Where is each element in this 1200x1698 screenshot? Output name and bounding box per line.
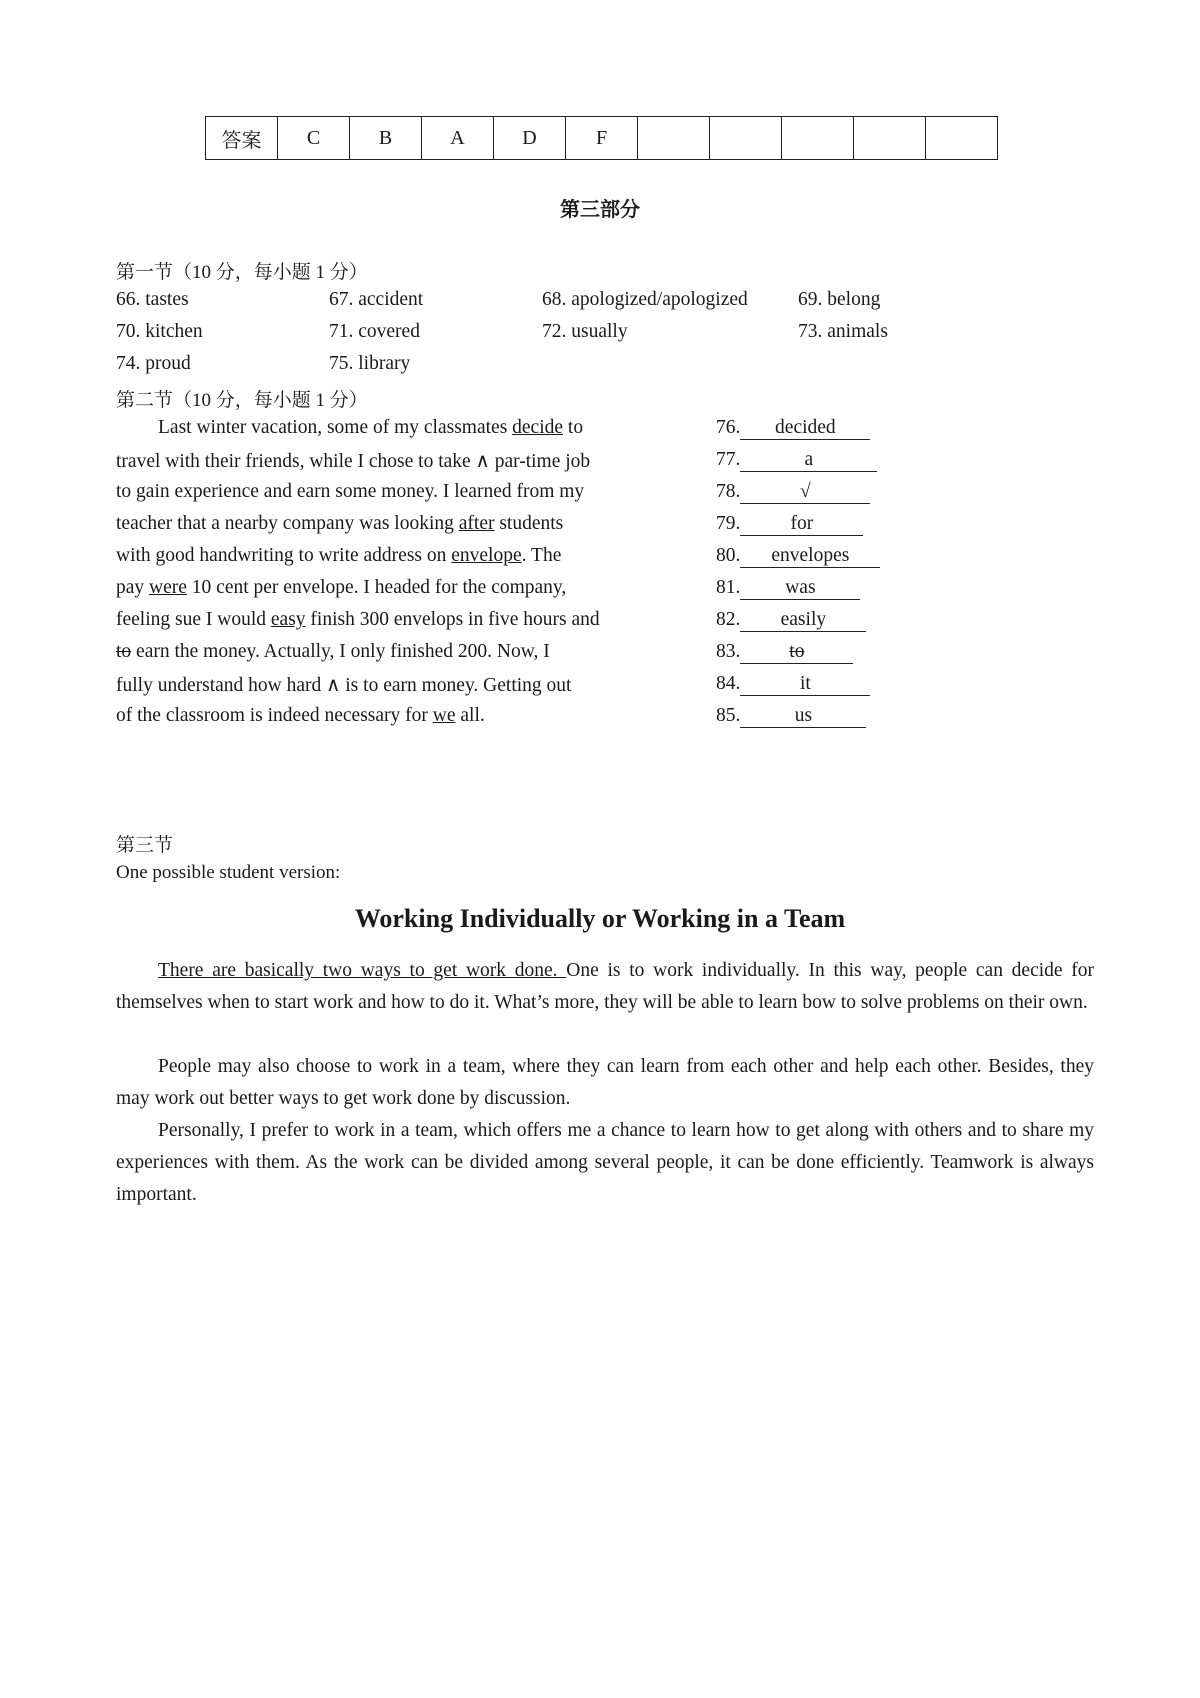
passage-text: teacher that a nearby company was looking [116,513,459,534]
section3-subheading: One possible student version: [116,862,341,883]
section2-heading: 第二节（10 分，每小题 1 分） [116,390,368,411]
essay-paragraph [116,955,1094,1019]
passage-text: Last winter vacation, some of my classmates [158,417,513,438]
correction-answer: a [740,449,877,472]
answer-cell [710,117,782,160]
correction-answer: it [740,673,870,696]
passage-line [116,705,485,727]
error-word: after [458,513,495,534]
correction-answer: √ [740,481,870,504]
passage-line [116,545,561,567]
correction-number: 80. [716,545,741,566]
correction-answer: for [740,513,863,536]
passage-text: earn the money. Actually, I only finished 200. Now, I [131,641,550,662]
correction-item [716,705,866,728]
answer-cell [926,117,998,160]
passage-text: finish 300 envelops in five hours and [305,609,600,630]
correction-answer: to [740,641,853,664]
answer-cell: A [422,117,494,160]
essay-title: Working Individually or Working in a Team [354,904,846,933]
error-word: were [149,577,187,598]
error-word: easy [270,609,306,630]
answer-item: 74. proud [116,353,191,374]
passage-text: fully understand how hard ∧ is to earn money. Getting out [116,675,572,696]
correction-number: 77. [716,449,741,470]
answer-cell [854,117,926,160]
answer-item: 69. belong [798,289,881,310]
error-word: envelope [451,545,522,566]
passage-text: of the classroom is indeed necessary for [116,705,433,726]
part3-title: 第三部分 [560,199,640,221]
correction-number: 84. [716,673,741,694]
answer-item: 71. covered [329,321,420,342]
passage-text: all. [455,705,485,726]
passage-line [116,641,550,663]
section1-heading: 第一节（10 分，每小题 1 分） [116,262,368,283]
passage-text: with good handwriting to write address on [116,545,452,566]
correction-number: 81. [716,577,741,598]
correction-item [716,673,870,696]
passage-line [116,449,590,473]
correction-item [716,609,866,632]
passage-text: to gain experience and earn some money. I learned from my [116,481,585,502]
correction-number: 85. [716,705,741,726]
correction-number: 82. [716,609,741,630]
passage-text: . The [521,545,562,566]
answer-item: 66. tastes [116,289,189,310]
passage-line [116,513,563,535]
section3-heading: 第三节 [116,835,174,856]
answer-item: 67. accident [329,289,424,310]
essay-paragraph: Personally, I prefer to work in a team, which offers me a chance to learn how to get along with others and to share my experiences with them. As the work can be divided among several people, it can be done efficiently. Teamwork is always important. [116,1120,1094,1205]
correction-number: 83. [716,641,741,662]
passage-line [116,609,600,631]
answer-cell: F [566,117,638,160]
answer-cell [782,117,854,160]
correction-item [716,417,870,440]
passage-line [158,417,583,439]
correction-item [716,449,877,472]
correction-answer: us [740,705,866,728]
answer-item: 72. usually [542,321,628,342]
passage-text: students [494,513,564,534]
correction-answer: decided [740,417,870,440]
passage-text: to [563,417,584,438]
deleted-word: to [116,641,132,662]
answer-item: 70. kitchen [116,321,203,342]
answer-cell: C [278,117,350,160]
answer-cell [638,117,710,160]
passage-text: travel with their friends, while I chose to take ∧ par-time job [116,451,591,472]
passage-line [116,673,571,697]
passage-line [116,481,584,503]
correction-item [716,513,863,536]
answer-item: 73. animals [798,321,888,342]
essay-paragraph: People may also choose to work in a team, where they can learn from each other and help each other. Besides, they may work out better ways to get work done by discussion. [116,1056,1094,1109]
answer-item: 75. library [329,353,411,374]
correction-number: 79. [716,513,741,534]
correction-item [716,545,880,568]
answer-row [206,117,998,160]
answer-item: 68. apologized/apologized [542,289,748,310]
error-word: decide [512,417,564,438]
correction-answer: easily [740,609,866,632]
passage-line [116,577,566,599]
answer-cell: D [494,117,566,160]
error-word: we [432,705,456,726]
paragraph-text: One is to work individually. In this way, people can decide for themselves when to start work and how to do it. What’s more, they will be able to learn bow to solve problems on their own. [116,960,1095,1013]
answer-header-cell: 答案 [206,117,278,160]
topic-sentence: There are basically two ways to get work done. [158,960,567,981]
passage-text: 10 cent per envelope. I headed for the company, [186,577,567,598]
passage-text: feeling sue I would [116,609,271,630]
correction-number: 76. [716,417,741,438]
correction-answer: was [740,577,860,600]
correction-answer: envelopes [740,545,880,568]
correction-item [716,641,853,664]
answer-cell: B [350,117,422,160]
correction-item [716,577,860,600]
passage-text: pay [116,577,150,598]
correction-item [716,481,870,504]
answer-table [205,116,998,160]
correction-number: 78. [716,481,741,502]
